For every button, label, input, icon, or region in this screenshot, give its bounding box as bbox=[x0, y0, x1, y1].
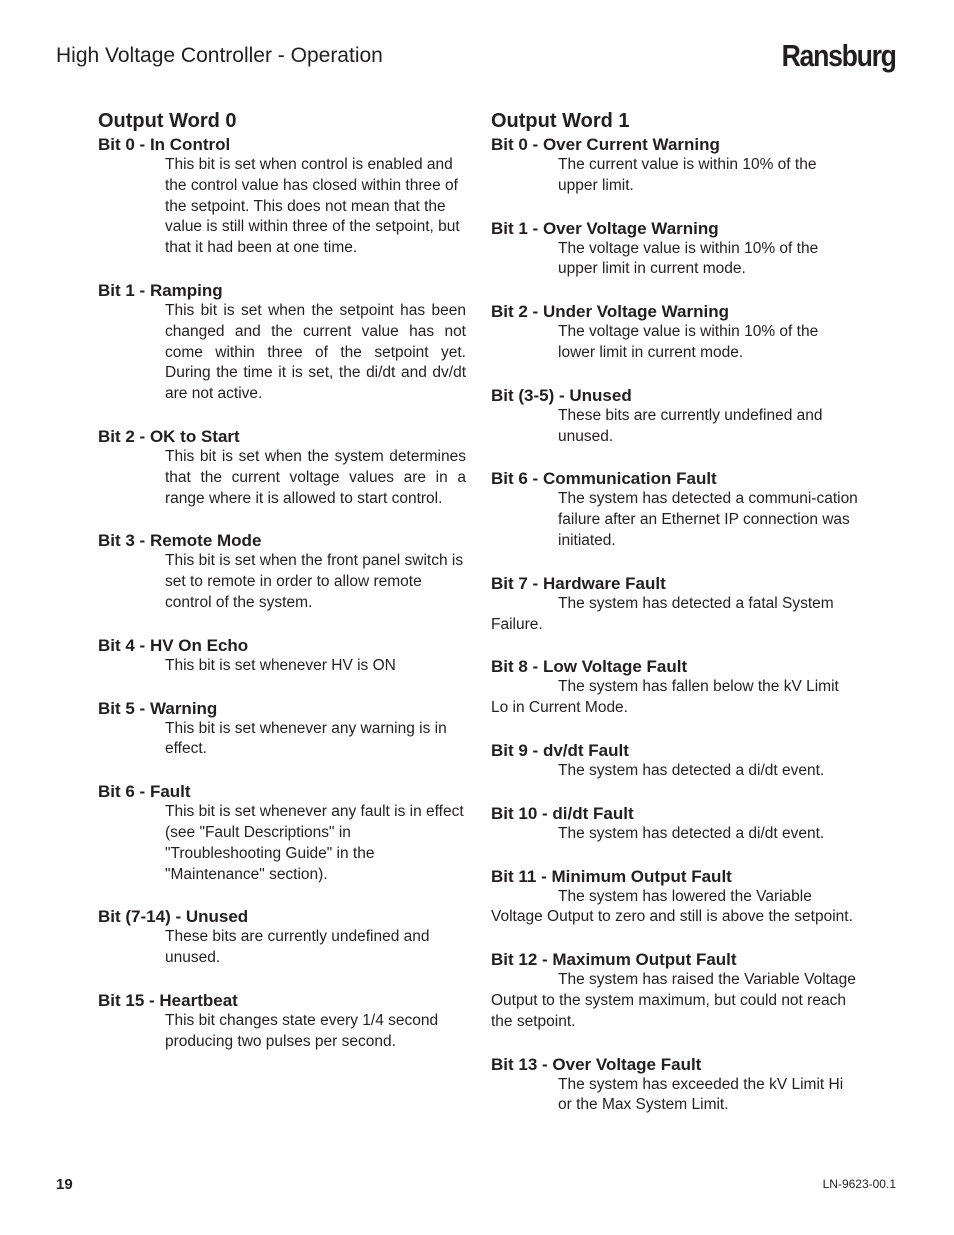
bit-heading: Bit 9 - dv/dt Fault bbox=[491, 740, 629, 760]
bit-entry bbox=[98, 280, 466, 405]
bit-description: The system has lowered the Variable Voltage Output to zero and still is above the setpoint. bbox=[491, 887, 853, 926]
bit-entry bbox=[491, 385, 859, 448]
section-title-output-word-1: Output Word 1 bbox=[491, 110, 630, 132]
bit-description: These bits are currently undefined and unused. bbox=[165, 928, 430, 967]
bit-heading: Bit 0 - In Control bbox=[98, 135, 231, 154]
bit-entry bbox=[491, 803, 859, 845]
bit-entry bbox=[98, 530, 466, 613]
bit-description: The voltage value is within 10% of the upper limit in current mode. bbox=[558, 239, 819, 278]
bit-heading: Bit (7-14) - Unused bbox=[98, 907, 249, 927]
bit-description: This bit is set when control is enabled and the control value has closed within three of the setpoint. This does not mean that the value is still within three of the setpoint, but that it had been at one time. bbox=[165, 156, 460, 257]
bit-entry bbox=[98, 906, 466, 969]
document-number: LN-9623-00.1 bbox=[822, 1177, 896, 1191]
bit-description: The system has exceeded the kV Limit Hi or the Max System Limit. bbox=[558, 1075, 844, 1114]
bit-heading: Bit 6 - Fault bbox=[98, 782, 191, 802]
page-title: High Voltage Controller - Operation bbox=[56, 44, 383, 67]
bit-description: The system has detected a fatal System Failure. bbox=[491, 594, 834, 633]
section-title-output-word-0: Output Word 0 bbox=[98, 110, 237, 132]
bit-description: This bit is set when the front panel switch is set to remote in order to allow remote control of the system. bbox=[165, 552, 464, 611]
bit-heading: Bit (3-5) - Unused bbox=[491, 385, 632, 405]
bit-description: This bit is set when the system determines that the current voltage values are in a range where it is allowed to start control. bbox=[165, 447, 466, 507]
page-number: 19 bbox=[56, 1176, 73, 1193]
bit-description: The system has detected a di/dt event. bbox=[558, 824, 825, 842]
bit-entry bbox=[491, 573, 859, 636]
bit-heading: Bit 13 - Over Voltage Fault bbox=[491, 1054, 702, 1074]
bit-heading: Bit 6 - Communication Fault bbox=[491, 469, 717, 489]
bit-description: This bit is set whenever any fault is in effect (see "Fault Descriptions" in "Troubleshooting Guide" in the "Maintenance" section). bbox=[165, 803, 464, 883]
bit-entry bbox=[98, 134, 466, 259]
bit-heading: Bit 1 - Over Voltage Warning bbox=[491, 218, 719, 238]
bit-description: This bit changes state every 1/4 second producing two pulses per second. bbox=[165, 1011, 439, 1050]
bit-heading: Bit 2 - OK to Start bbox=[98, 426, 240, 446]
bit-description: The current value is within 10% of the upper limit. bbox=[558, 156, 817, 194]
bit-heading: Bit 2 - Under Voltage Warning bbox=[491, 302, 730, 322]
bit-entry bbox=[491, 468, 859, 551]
bit-heading: Bit 7 - Hardware Fault bbox=[491, 573, 666, 593]
bit-description: The voltage value is within 10% of the lower limit in current mode. bbox=[558, 323, 819, 361]
output-word-0-column bbox=[98, 108, 466, 1074]
bit-entry bbox=[98, 698, 466, 761]
bit-entry bbox=[491, 218, 859, 281]
bit-description: The system has detected a di/dt event. bbox=[558, 761, 825, 779]
output-word-1-column bbox=[491, 108, 859, 1137]
bit-description: This bit is set whenever any warning is in effect. bbox=[165, 719, 447, 758]
bit-entry bbox=[491, 740, 859, 782]
bit-description: The system has detected a communi-cation failure after an Ethernet IP connection was initiated. bbox=[558, 490, 858, 549]
bit-heading: Bit 12 - Maximum Output Fault bbox=[491, 950, 737, 970]
bit-entry bbox=[98, 990, 466, 1053]
bit-heading: Bit 4 - HV On Echo bbox=[98, 635, 249, 655]
bit-entry bbox=[491, 1054, 859, 1117]
bit-description: The system has raised the Variable Voltage Output to the system maximum, but could not reach the setpoint. bbox=[491, 971, 856, 1030]
bit-entry bbox=[491, 949, 859, 1032]
bit-description: The system has fallen below the kV Limit Lo in Current Mode. bbox=[491, 678, 839, 717]
bit-entry bbox=[98, 781, 466, 885]
bit-heading: Bit 10 - di/dt Fault bbox=[491, 803, 634, 823]
bit-heading: Bit 3 - Remote Mode bbox=[98, 531, 262, 551]
bit-entry bbox=[491, 301, 859, 364]
bit-entry bbox=[491, 656, 859, 719]
bit-heading: Bit 0 - Over Current Warning bbox=[491, 135, 720, 154]
ransburg-logo: Ransburg bbox=[781, 38, 896, 73]
bit-entry bbox=[98, 635, 466, 677]
bit-entry bbox=[98, 426, 466, 509]
bit-heading: Bit 1 - Ramping bbox=[98, 280, 223, 300]
bit-heading: Bit 8 - Low Voltage Fault bbox=[491, 657, 688, 677]
bit-heading: Bit 5 - Warning bbox=[98, 698, 218, 718]
bit-entry bbox=[491, 866, 859, 929]
bit-heading: Bit 15 - Heartbeat bbox=[98, 990, 238, 1010]
bit-entry bbox=[491, 134, 859, 197]
bit-description: These bits are currently undefined and unused. bbox=[558, 406, 823, 445]
bit-description: This bit is set whenever HV is ON bbox=[165, 656, 396, 674]
bit-description: This bit is set when the setpoint has been changed and the current value has not come within three of the setpoint yet. During the time it is set, the di/dt and dv/dt are not active. bbox=[165, 301, 466, 403]
bit-heading: Bit 11 - Minimum Output Fault bbox=[491, 866, 732, 886]
